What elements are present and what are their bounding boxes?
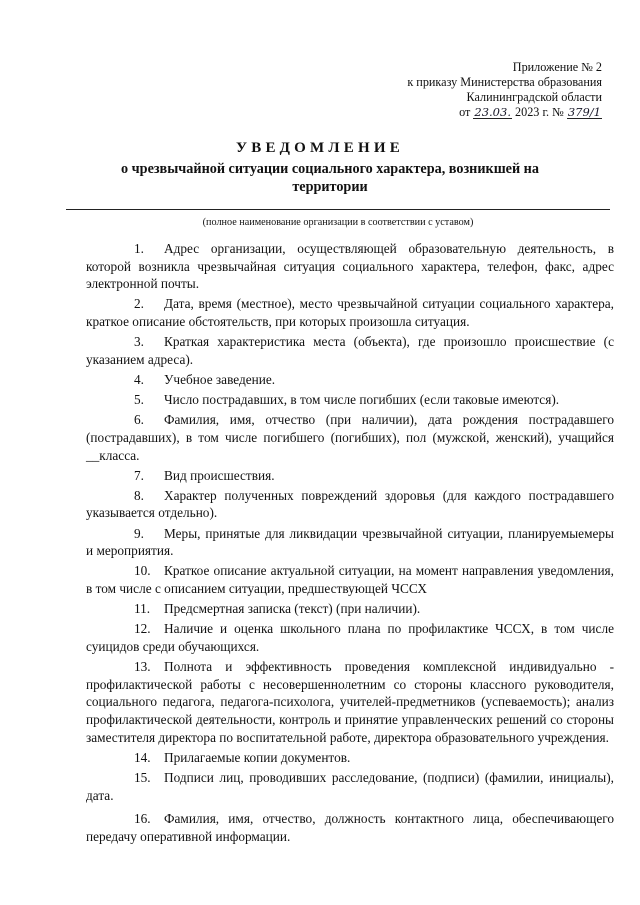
list-item (0, 487, 614, 522)
list-item (0, 411, 614, 464)
item-text: Прилагаемые копии документов. (164, 749, 351, 765)
item-text: Меры, принятые для ликвидации чрезвычайной ситуации, планируемыемеры и мероприятия. (86, 525, 614, 559)
item-text: Подписи лиц, проводивших расследование, (подписи) (фамилии, инициалы), дата. (86, 769, 614, 803)
item-text: Краткая характеристика места (объекта), где произошло происшествие (с указанием адреса). (86, 334, 614, 367)
organization-name-caption: (полное наименование организации в соответствии с уставом) (202, 217, 474, 228)
list-item (0, 600, 614, 618)
item-text: Фамилия, имя, отчество (при наличии), дата рождения пострадавшего (пострадавших), в том числе погибшего (погибших), пол (мужской, женский), учащийся __класса. (86, 412, 614, 463)
list-item (0, 295, 614, 330)
list-item (0, 333, 614, 368)
item-number: 6. (134, 412, 144, 428)
item-text: Дата, время (местное), место чрезвычайной ситуации социального характера, краткое описание обстоятельств, при которых произошла ситуация. (86, 296, 614, 329)
appendix-line-2: к приказу Министерства образования (407, 75, 602, 89)
item-number: 12. (134, 621, 151, 637)
appendix-block (380, 60, 602, 120)
list-item (0, 810, 614, 845)
handwritten-date: 23.03. (474, 105, 511, 119)
item-text: Характер полученных повреждений здоровья (для каждого пострадавшего указывается отдельно). (86, 487, 614, 521)
item-text: Предсмертная записка (текст) (при наличии). (164, 601, 421, 617)
list-item (0, 562, 614, 597)
list-item (0, 749, 614, 767)
appendix-date-line (380, 105, 602, 120)
date-year-number-label: 2023 г. № (515, 105, 564, 119)
document-title: УВЕДОМЛЕНИЕ (236, 140, 404, 156)
item-number: 7. (134, 467, 144, 483)
item-number: 16. (134, 811, 151, 827)
appendix-line-3: Калининградской области (466, 90, 602, 104)
item-text: Учебное заведение. (164, 371, 276, 387)
item-number: 14. (134, 749, 151, 765)
item-number: 8. (134, 487, 144, 503)
item-number: 5. (134, 392, 144, 408)
list-item (0, 620, 614, 655)
appendix-line-1: Приложение № 2 (512, 60, 602, 74)
list-item (0, 240, 614, 293)
item-number: 11. (134, 601, 151, 617)
organization-name-line (66, 209, 610, 210)
items-list (86, 240, 614, 848)
list-item (0, 658, 614, 746)
list-item (0, 769, 614, 804)
item-text: Вид происшествия. (164, 467, 275, 483)
list-item (0, 525, 614, 560)
item-number: 4. (134, 371, 144, 387)
item-number: 1. (134, 241, 144, 256)
date-prefix: от (459, 105, 471, 119)
item-number: 9. (134, 525, 144, 541)
item-number: 13. (134, 659, 151, 675)
item-text: Число пострадавших, в том числе погибших (если таковые имеются). (164, 392, 560, 408)
item-number: 2. (134, 296, 144, 312)
handwritten-order-number: 379/1 (567, 105, 601, 119)
list-item (0, 371, 614, 389)
item-number: 15. (134, 769, 151, 785)
list-item (0, 391, 614, 409)
item-text: Фамилия, имя, отчество, должность контактного лица, обеспечивающего передачу оперативной информации. (86, 811, 614, 844)
list-item (0, 467, 614, 485)
item-number: 10. (134, 563, 151, 579)
item-text: Наличие и оценка школьного плана по профилактике ЧССХ, в том числе суицидов среди обучающихся. (86, 621, 614, 654)
document-subtitle: о чрезвычайной ситуации социального характера, возникшей на территории (121, 161, 539, 195)
item-text: Краткое описание актуальной ситуации, на момент направления уведомления, в том числе с описанием ситуации, предшествующей ЧССХ (86, 563, 614, 597)
item-text: Адрес организации, осуществляющей образовательную деятельность, в которой возникла чрезвычайная ситуация социального характера, телефон, факс, адрес электронной почты. (86, 241, 614, 292)
item-text: Полнота и эффективность проведения комплексной индивидуально - профилактической работы с несовершеннолетним со стороны классного руководителя, социального педагога, педагога-психолога, учителей-предметников (успеваемость); анализ профилактической деятельности, контроль и принятие управленческих решений со стороны заместителя директора по воспитательной работе, директора образовательного учреждения. (86, 659, 614, 745)
item-number: 3. (134, 334, 144, 350)
